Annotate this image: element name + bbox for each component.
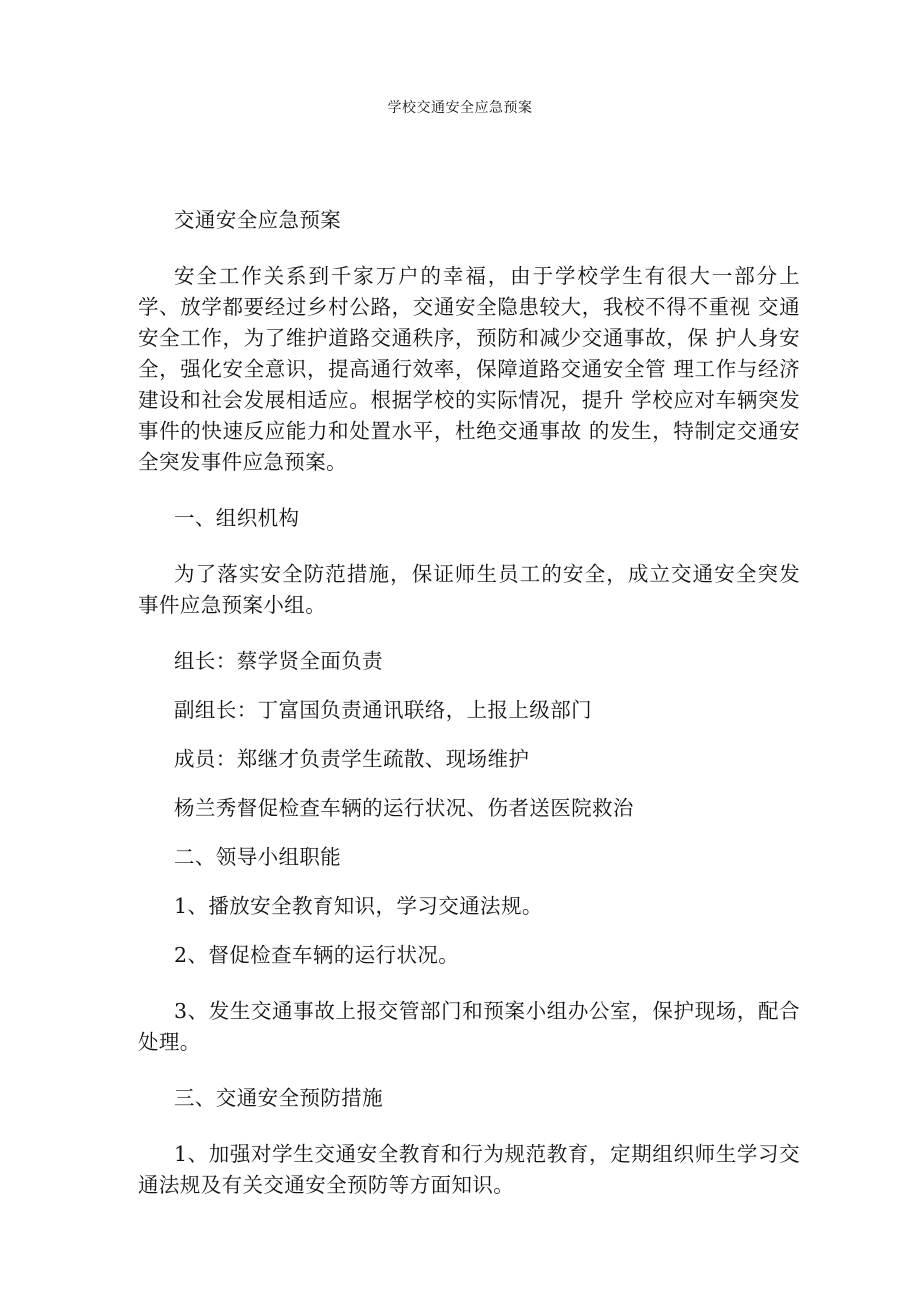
document-body — [138, 205, 800, 1226]
section-heading-organization: 一、组织机构 — [174, 506, 300, 530]
prevention-item: 1、加强对学生交通安全教育和行为规范教育，定期组织师生学习交通法规及有关交通安全预防等方面知识。 — [138, 1142, 800, 1197]
section-heading-functions: 二、领导小组职能 — [174, 845, 342, 869]
document-title: 交通安全应急预案 — [174, 208, 342, 232]
member-line-2: 杨兰秀督促检查车辆的运行状况、伤者送医院救治 — [174, 796, 634, 820]
function-item: 1、播放安全教育知识，学习交通法规。 — [174, 894, 543, 918]
team-leader-line: 组长：蔡学贤全面负责 — [174, 649, 383, 673]
section-heading-prevention: 三、交通安全预防措施 — [174, 1086, 383, 1110]
members-line: 成员：郑继才负责学生疏散、现场维护 — [174, 747, 530, 771]
organization-paragraph: 为了落实安全防范措施，保证师生员工的安全，成立交通安全突发事件应急预案小组。 — [138, 562, 800, 617]
function-item: 2、督促检查车辆的运行状况。 — [174, 943, 460, 967]
intro-paragraph: 安全工作关系到千家万户的幸福，由于学校学生有很大一部分上学、放学都要经过乡村公路，交通安全隐患较大，我校不得不重视 交通安全工作，为了维护道路交通秩序，预防和减少交通事故，保 护人身安全，强化安全意识，提高通行效率，保障道路交通安全管 理工作与经济建设和社会发展相适应。根据学校的实际情况，提升 学校应对车辆突发事件的快速反应能力和处置水平，杜绝交通事故 的发生，特制定交通安全突发事件应急预案。 — [138, 264, 800, 474]
function-item: 3、发生交通事故上报交管部门和预案小组办公室，保护现场，配合处理。 — [138, 999, 800, 1054]
deputy-leader-line: 副组长：丁富国负责通讯联络，上报上级部门 — [174, 698, 592, 722]
running-header: 学校交通安全应急预案 — [387, 100, 533, 116]
